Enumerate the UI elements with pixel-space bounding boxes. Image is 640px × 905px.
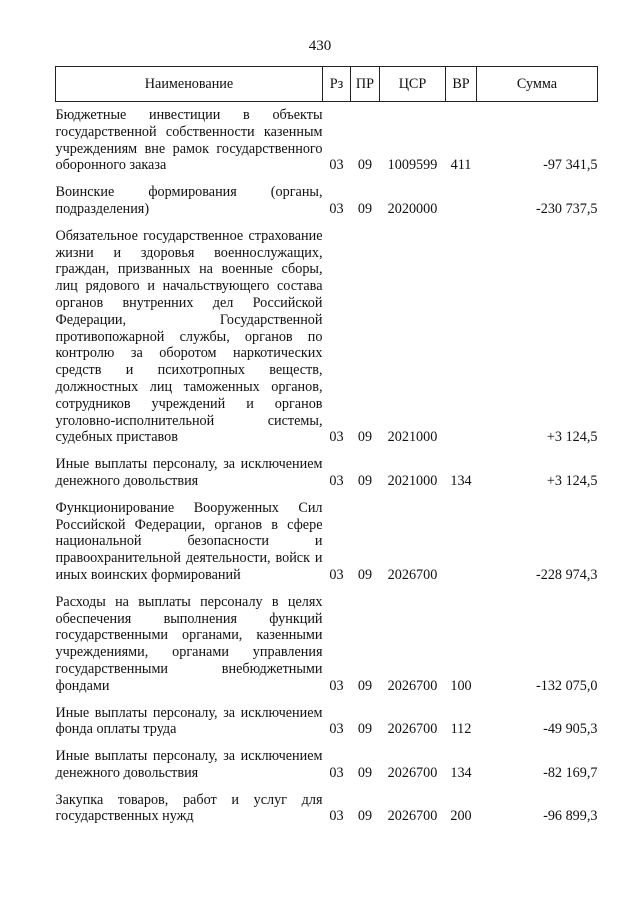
row-vr xyxy=(446,179,477,223)
row-sum: -49 905,3 xyxy=(543,721,598,738)
row-pr: 09 xyxy=(357,429,373,446)
row-sum: -230 737,5 xyxy=(536,200,598,217)
row-pr: 09 xyxy=(357,721,373,738)
row-csr: 2020000 xyxy=(387,200,438,217)
row-pr: 09 xyxy=(357,808,373,825)
table-row xyxy=(56,700,598,744)
row-pr: 09 xyxy=(357,677,373,694)
row-vr: 200 xyxy=(450,808,472,825)
row-sum: +3 124,5 xyxy=(546,429,598,446)
table-row xyxy=(56,743,598,787)
row-rz: 03 xyxy=(329,200,344,217)
row-csr: 2026700 xyxy=(387,721,438,738)
header-pr: ПР xyxy=(351,67,380,102)
row-sum: +3 124,5 xyxy=(546,472,598,489)
table-row xyxy=(56,223,598,451)
row-name: Иные выплаты персоналу, за исключением денежного довольствия xyxy=(55,456,323,489)
header-csr: ЦСР xyxy=(380,67,446,102)
header-vr: ВР xyxy=(446,67,477,102)
table-row xyxy=(56,589,598,700)
row-sum: -132 075,0 xyxy=(536,677,598,694)
row-name: Воинские формирования (органы, подразделения) xyxy=(55,184,323,217)
header-name: Наименование xyxy=(56,67,323,102)
table-row xyxy=(56,179,598,223)
row-rz: 03 xyxy=(329,157,344,174)
table-row xyxy=(56,787,598,831)
row-rz: 03 xyxy=(329,764,344,781)
row-name: Закупка товаров, работ и услуг для государственных нужд xyxy=(55,791,323,825)
row-vr: 134 xyxy=(450,472,472,489)
table-header-row xyxy=(56,67,598,102)
row-rz: 03 xyxy=(329,808,344,825)
row-vr xyxy=(446,495,477,589)
row-rz: 03 xyxy=(329,429,344,446)
row-vr: 134 xyxy=(450,764,472,781)
table-row xyxy=(56,495,598,589)
row-csr: 2026700 xyxy=(387,566,438,583)
row-csr: 2021000 xyxy=(387,472,438,489)
page-number: 430 xyxy=(308,38,332,54)
row-csr: 1009599 xyxy=(387,157,438,174)
header-sum: Сумма xyxy=(477,67,598,102)
row-name: Функционирование Вооруженных Сил Российской Федерации, органов в сфере национальной безопасности и правоохранительной деятельности, войск и иных воинских формирований xyxy=(55,499,323,583)
row-sum: -96 899,3 xyxy=(543,808,598,825)
row-rz: 03 xyxy=(329,721,344,738)
row-pr: 09 xyxy=(357,157,373,174)
budget-table xyxy=(55,66,598,830)
row-pr: 09 xyxy=(357,566,373,583)
row-csr: 2021000 xyxy=(387,429,438,446)
row-csr: 2026700 xyxy=(387,808,438,825)
row-name: Расходы на выплаты персоналу в целях обеспечения выполнения функций государственными органами, казенными учреждениями, органами управления государственными внебюджетными фондами xyxy=(55,593,323,694)
row-vr xyxy=(446,223,477,451)
row-rz: 03 xyxy=(329,472,344,489)
table-row xyxy=(56,102,598,180)
row-name: Иные выплаты персоналу, за исключением денежного довольствия xyxy=(55,748,323,781)
row-pr: 09 xyxy=(357,200,373,217)
row-rz: 03 xyxy=(329,677,344,694)
row-vr: 411 xyxy=(450,157,472,174)
header-rz: Рз xyxy=(323,67,351,102)
row-sum: -82 169,7 xyxy=(543,764,598,781)
row-name: Обязательное государственное страхование жизни и здоровья военнослужащих, граждан, призванных на военные сборы, лиц рядового и начальствующего состава органов внутренних дел Российской Федерации, Государственной противопожарной службы, органов по контролю за оборотом наркотических средств и психотропных веществ, должностных лиц таможенных органов, сотрудников учреждений и органов уголовно-исполнительной системы, судебных приставов xyxy=(55,227,323,446)
row-vr: 112 xyxy=(450,721,472,738)
row-sum: -97 341,5 xyxy=(543,157,598,174)
row-sum: -228 974,3 xyxy=(536,566,598,583)
row-name: Бюджетные инвестиции в объекты государственной собственности казенным учреждениям вне рамок государственного оборонного заказа xyxy=(55,107,323,174)
row-csr: 2026700 xyxy=(387,677,438,694)
row-vr: 100 xyxy=(450,677,472,694)
row-pr: 09 xyxy=(357,764,373,781)
table-row xyxy=(56,451,598,495)
row-rz: 03 xyxy=(329,566,344,583)
row-pr: 09 xyxy=(357,472,373,489)
row-csr: 2026700 xyxy=(387,764,438,781)
row-name: Иные выплаты персоналу, за исключением фонда оплаты труда xyxy=(55,704,323,738)
